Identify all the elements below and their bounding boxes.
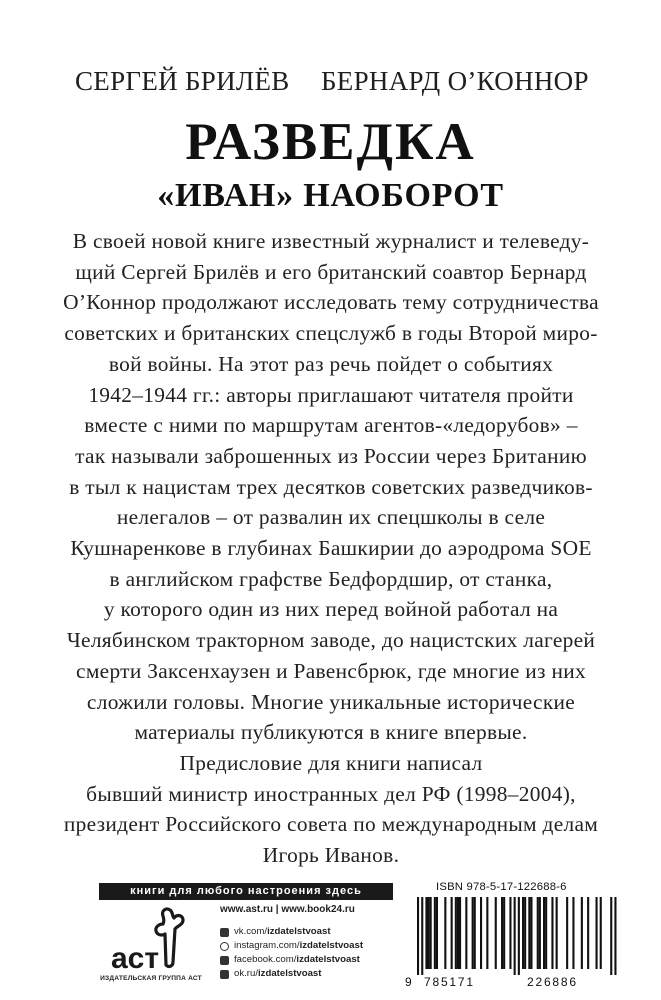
social-link-facebook[interactable] xyxy=(220,953,363,967)
barcode-bar xyxy=(509,897,511,969)
barcode-bar xyxy=(480,897,482,969)
description-line: смерти Заксенхаузен и Равенсбрюк, где многие из них xyxy=(76,658,586,683)
barcode-bar xyxy=(436,897,438,969)
description-line: Челябинском тракторном заводе, до нацистских лагерей xyxy=(66,628,596,653)
description-line: щий Сергей Брилёв и его британский соавтор Бернард xyxy=(75,259,587,284)
instagram-icon xyxy=(220,942,229,951)
isbn-number: ISBN 978-5-17-122688-6 xyxy=(436,881,567,893)
odnoklassniki-icon xyxy=(220,970,229,979)
barcode-lead-digit: 9 xyxy=(405,975,414,989)
barcode-right-digits: 226886 xyxy=(527,975,578,989)
description-line: у которого один из них перед войной работал на xyxy=(103,597,559,622)
description-line: Кушнаренкове в глубинах Башкирии до аэродрома SOE xyxy=(70,536,592,561)
barcode-bar xyxy=(539,897,541,969)
barcode-bar xyxy=(530,897,532,969)
barcode-bar xyxy=(457,897,459,969)
barcode-bar xyxy=(503,897,505,969)
social-handle: izdatelstvoast xyxy=(258,968,322,979)
author-bernard-oconnor: БЕРНАРД О’КОННОР xyxy=(321,66,589,96)
book-title: РАЗВЕДКА xyxy=(185,113,476,171)
description-line: в тыл к нацистам трех десятков советских разведчиков- xyxy=(69,474,593,499)
social-prefix: instagram.com/ xyxy=(234,940,300,951)
social-prefix: vk.com/ xyxy=(234,926,268,937)
preface-line: президент Российского совета по международным делам xyxy=(63,812,599,837)
book-description xyxy=(40,226,622,748)
barcode-bar xyxy=(522,897,524,969)
barcode-bar xyxy=(587,897,589,969)
description-line: в английском графстве Бедфордшир, от станка, xyxy=(109,566,553,591)
book-subtitle: «ИВАН» НАОБОРОТ xyxy=(157,177,504,214)
barcode-bar xyxy=(501,897,503,969)
description-line: сложили головы. Многие уникальные исторические xyxy=(86,689,576,714)
publisher-tagline: книги для любого настроения здесь xyxy=(99,883,393,900)
barcode-bar xyxy=(459,897,461,969)
barcode-bar xyxy=(425,897,427,969)
barcode-bar xyxy=(465,897,467,969)
publisher-group-label: ИЗДАТЕЛЬСКАЯ ГРУППА АСТ xyxy=(100,975,202,982)
facebook-icon xyxy=(220,956,229,965)
barcode-bar xyxy=(572,897,574,969)
barcode-bar xyxy=(451,897,453,969)
preface-line: Предисловие для книги написал xyxy=(179,751,483,775)
preface-line: Игорь Иванов. xyxy=(262,843,400,868)
barcode-bar xyxy=(495,897,497,969)
barcode-bar xyxy=(524,897,526,969)
social-link-vk[interactable] xyxy=(220,925,363,939)
logo-lettering: аст xyxy=(111,942,160,975)
barcode-bar xyxy=(537,897,539,969)
barcode-bar xyxy=(610,897,612,975)
publisher-websites[interactable]: www.ast.ru | www.book24.ru xyxy=(220,904,355,915)
barcode-bar xyxy=(581,897,583,969)
barcode-bar xyxy=(614,897,616,975)
barcode-digits xyxy=(405,975,627,991)
ean13-barcode xyxy=(405,897,627,975)
social-link-odnoklassniki[interactable] xyxy=(220,967,363,981)
barcode-bar xyxy=(545,897,547,969)
barcode-bar xyxy=(514,897,516,975)
barcode-bar xyxy=(421,897,423,975)
barcode-bar xyxy=(528,897,530,969)
preface-note xyxy=(40,748,622,871)
description-line: 1942–1944 гг.: авторы приглашают читателя пройти xyxy=(88,382,574,407)
barcode-bar xyxy=(455,897,457,969)
barcode-bar xyxy=(474,897,476,969)
description-line: материалы публикуются в книге впервые. xyxy=(134,720,528,745)
description-line: вой войны. На этот раз речь пойдет о событиях xyxy=(108,351,554,376)
barcode-bar xyxy=(518,897,520,975)
description-line: вместе с ними по маршрутам агентов-«ледорубов» – xyxy=(84,413,578,438)
ast-logo xyxy=(103,902,199,982)
social-link-instagram[interactable] xyxy=(220,939,363,953)
barcode-bar xyxy=(417,897,419,975)
barcode-bar xyxy=(596,897,598,969)
barcode-bar xyxy=(551,897,553,969)
barcode-bar xyxy=(472,897,474,969)
barcode-left-digits: 785171 xyxy=(424,975,475,989)
barcode-bar xyxy=(486,897,488,969)
vk-icon xyxy=(220,928,229,937)
social-prefix: ok.ru/ xyxy=(234,968,258,979)
social-prefix: facebook.com/ xyxy=(234,954,297,965)
barcode-bar xyxy=(566,897,568,969)
barcode-bar xyxy=(600,897,602,969)
barcode-bar xyxy=(444,897,446,969)
social-handle: izdatelstvoast xyxy=(296,954,360,965)
author-sergey-brilev: СЕРГЕЙ БРИЛЁВ xyxy=(75,66,290,96)
description-line: советских и британских спецслужб в годы Второй миро- xyxy=(64,321,598,346)
description-line: нелегалов – от развалин их спецшколы в селе xyxy=(116,505,546,530)
barcode-bar xyxy=(556,897,558,969)
authors xyxy=(0,66,661,106)
social-handle: izdatelstvoast xyxy=(267,926,331,937)
barcode-bar xyxy=(543,897,545,969)
description-line: так называли заброшенных из России через Британию xyxy=(75,443,587,468)
description-line: В своей новой книге известный журналист и телеведу- xyxy=(72,229,590,253)
barcode-bar xyxy=(428,897,430,969)
barcode-bar xyxy=(434,897,436,969)
social-links xyxy=(220,925,363,981)
preface-line: бывший министр иностранных дел РФ (1998–2004), xyxy=(86,781,576,806)
social-handle: izdatelstvoast xyxy=(299,940,364,951)
barcode-bar xyxy=(430,897,432,969)
description-line: О’Коннор продолжают исследовать тему сотрудничества xyxy=(63,290,599,315)
